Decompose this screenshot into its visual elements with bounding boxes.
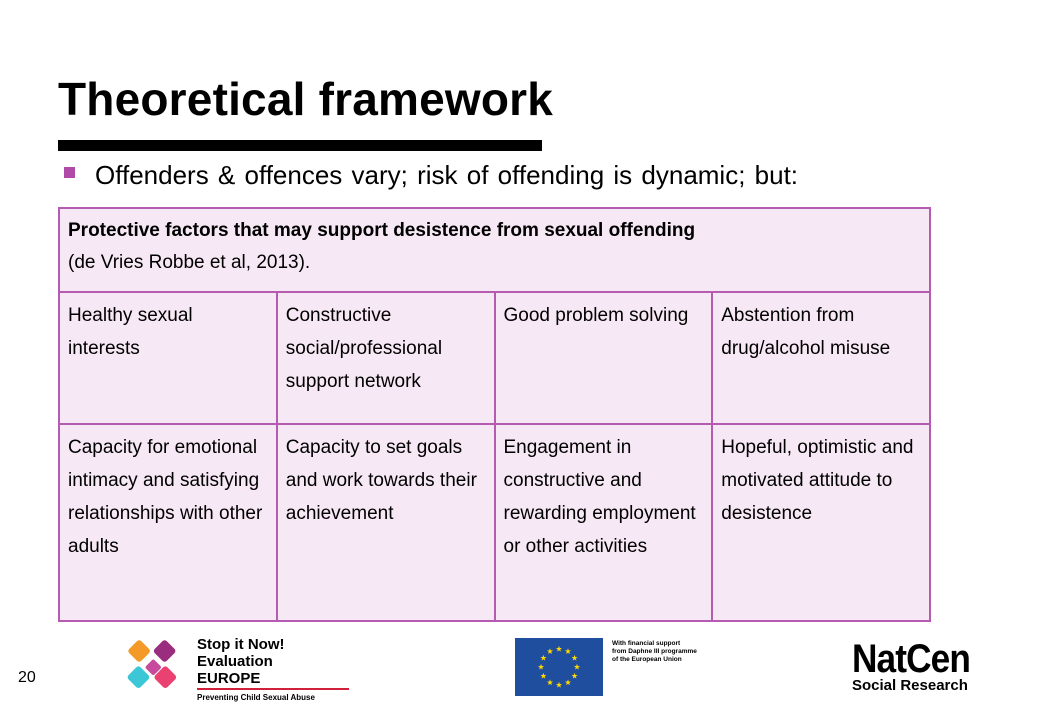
- natcen-name: NatCen: [852, 637, 970, 681]
- sin-subtitle: EUROPE: [197, 670, 261, 687]
- table-row: [59, 292, 930, 424]
- bullet-point: [64, 160, 798, 191]
- table-row: [59, 424, 930, 621]
- table-header-row: [59, 208, 930, 292]
- bullet-text: Offenders & offences vary; risk of offending is dynamic; but:: [95, 160, 799, 190]
- protective-factors-table: [58, 207, 931, 622]
- table-cell: Good problem solving: [495, 292, 713, 424]
- table-cell: Abstention from drug/alcohol misuse: [712, 292, 930, 424]
- table-citation: (de Vries Robbe et al, 2013).: [68, 252, 311, 273]
- table-cell: Engagement in constructive and rewarding employment or other activities: [495, 424, 713, 621]
- slide-number: 20: [18, 669, 36, 686]
- table-header-cell: [59, 208, 930, 292]
- table-cell: Constructive social/professional support network: [277, 292, 495, 424]
- slide-title: Theoretical framework: [58, 73, 554, 125]
- table-cell: Capacity to set goals and work towards their achievement: [277, 424, 495, 621]
- sin-tagline: Preventing Child Sexual Abuse: [197, 693, 315, 702]
- eu-line-1: With financial support: [612, 640, 681, 647]
- table-heading: Protective factors that may support desistence from sexual offending: [68, 220, 696, 241]
- sin-divider: [197, 688, 349, 690]
- stop-it-now-logo-icon: [118, 636, 190, 700]
- eu-flag-icon: [515, 638, 603, 696]
- table-cell: Hopeful, optimistic and motivated attitude to desistence: [712, 424, 930, 621]
- natcen-logo: [852, 637, 982, 694]
- eu-line-2: from Daphne III programme: [612, 648, 697, 655]
- stop-it-now-wordmark: [197, 636, 357, 702]
- eu-funding-note: [612, 640, 722, 664]
- bullet-square-icon: [64, 167, 75, 178]
- natcen-subtitle: Social Research: [852, 677, 968, 694]
- sin-title: Stop it Now! Evaluation: [197, 636, 285, 670]
- title-underline: [58, 140, 542, 151]
- table-cell: Healthy sexual interests: [59, 292, 277, 424]
- eu-line-3: of the European Union: [612, 656, 682, 663]
- table-cell: Capacity for emotional intimacy and satisfying relationships with other adults: [59, 424, 277, 621]
